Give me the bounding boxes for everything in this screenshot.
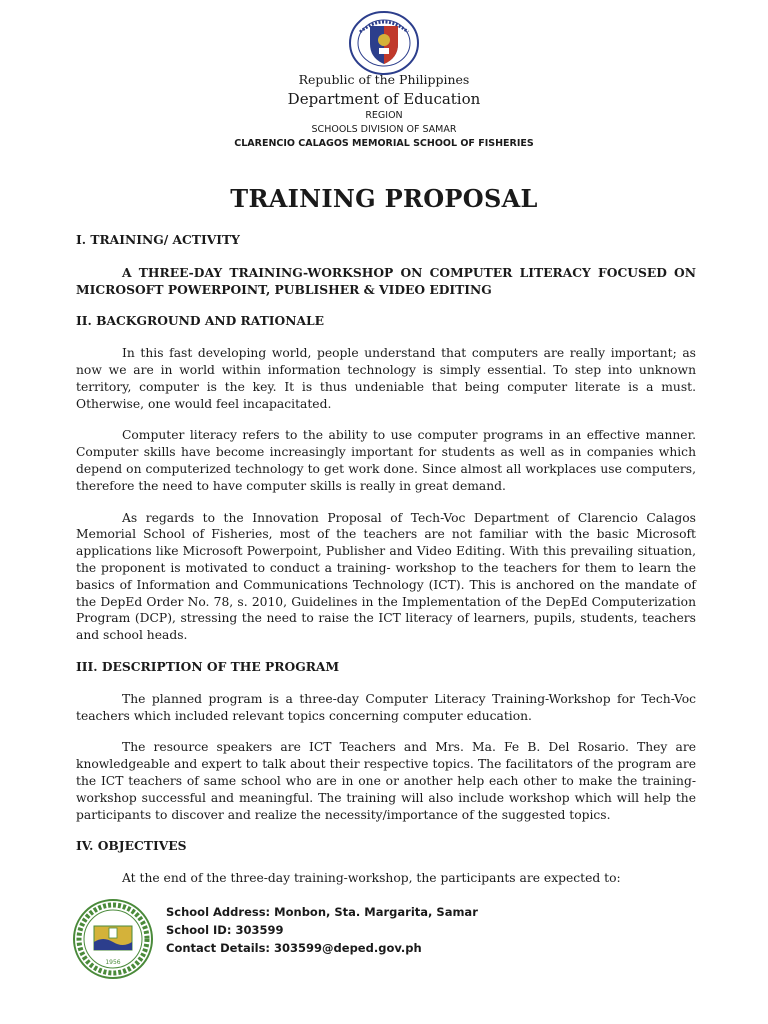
seal-year-text: 1956	[105, 959, 121, 966]
background-paragraph-3: As regards to the Innovation Proposal of Tech-Voc Department of Clarencio Calagos Memorial School of Fisheries, most of the teachers are not familiar with the basic Microsoft applications like Microsoft Powerpoint, Publisher and Video Editing. With this prevailing situation, the proponent is motivated to conduct a training- workshop to the teachers for them to learn the basics of Information and Communications Technology (ICT). This is anchored on the mandate of the DepEd Order No. 78, s. 2010, Guidelines in the Implementation of the DepEd Computerization Program (DCP), stressing the need to raise the ICT literacy of learners, pupils, students, teachers and school heads.	[76, 510, 696, 643]
section-heading-objectives: IV. OBJECTIVES	[76, 838, 187, 854]
section-heading-background: II. BACKGROUND AND RATIONALE	[76, 313, 325, 329]
objectives-intro: At the end of the three-day training-workshop, the participants are expected to:	[122, 871, 621, 886]
section-heading-description: III. DESCRIPTION OF THE PROGRAM	[76, 658, 340, 674]
page-title: TRAINING PROPOSAL	[230, 184, 538, 213]
background-paragraph-2: Computer literacy refers to the ability to use computer programs in an effective manner. Computer skills have become increasingly important for students as well as in companies which depend on computerized technology to get work done. Since almost all workplaces use computers, therefore the need to have computer skills is really in great demand.	[76, 428, 696, 493]
background-paragraph-1: In this fast developing world, people understand that computers are really important; as now we are in world within information technology is simply essential. To step into unknown territory, computer is the key. It is thus undeniable that being computer literate is a must. Otherwise, one would feel incapacitated.	[76, 346, 696, 411]
footer-contact-block	[166, 903, 478, 957]
document-body	[76, 232, 696, 887]
description-paragraph-2: The resource speakers are ICT Teachers and Mrs. Ma. Fe B. Del Rosario. They are knowledgeable and expert to talk about their respective topics. The facilitators of the program are the ICT teachers of same school who are in one or another help each other to make the training-workshop successful and meaningful. The training will also include workshop which will help the participants to discover and realize the necessity/importance of the suggested topics.	[76, 740, 696, 822]
description-paragraph-1: The planned program is a three-day Computer Literacy Training-Workshop for Tech-Voc teachers which included relevant topics concerning computer education.	[76, 691, 696, 723]
footer-school-id: School ID: 303599	[166, 923, 284, 937]
school-seal-icon	[72, 898, 154, 980]
section-heading-activity: I. TRAINING/ ACTIVITY	[76, 232, 240, 247]
header-region: REGION	[365, 110, 403, 121]
header-department: Department of Education	[287, 90, 481, 108]
header-division: SCHOOLS DIVISION OF SAMAR	[311, 124, 457, 135]
footer-address: School Address: Monbon, Sta. Margarita, Samar	[166, 905, 478, 919]
footer-contact: Contact Details: 303599@deped.gov.ph	[166, 941, 422, 955]
deped-seal-icon	[348, 10, 420, 76]
activity-title: A THREE-DAY TRAINING-WORKSHOP ON COMPUTER LITERACY FOCUSED ON MICROSOFT POWERPOINT, PUBLISHER & VIDEO EDITING	[76, 264, 696, 297]
header-republic: Republic of the Philippines	[298, 72, 470, 87]
header-school: CLARENCIO CALAGOS MEMORIAL SCHOOL OF FISHERIES	[234, 138, 534, 149]
